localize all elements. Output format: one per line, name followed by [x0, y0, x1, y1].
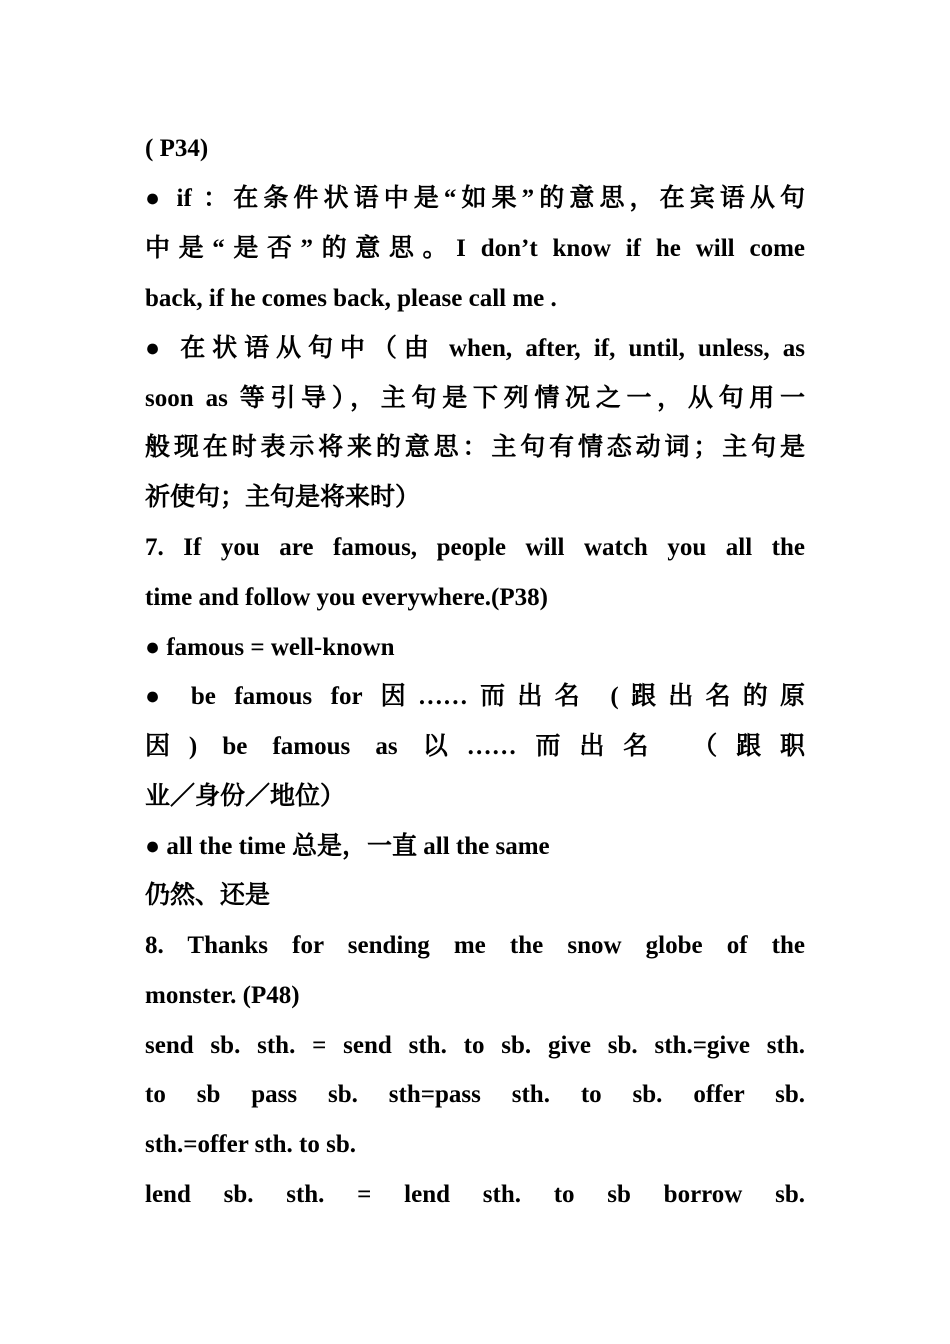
- text-line: 祈使句；主句是将来时）: [145, 484, 421, 511]
- text-line: ● 在状语从句中（由 when, after, if, until, unless, as: [145, 335, 805, 362]
- text-line: sth.=offer sth. to sb.: [145, 1131, 357, 1158]
- text-line: ( P34): [145, 135, 209, 162]
- text-line: monster. (P48): [145, 982, 300, 1009]
- text-line: ● be famous for 因……而出名 (跟出名的原: [145, 683, 805, 710]
- text-line: 7. If you are famous, people will watch you all the: [145, 534, 805, 561]
- text-line: ● if ：在条件状语中是“如果”的意思，在宾语从句: [145, 185, 805, 212]
- text-line: 8. Thanks for sending me the snow globe of the: [145, 932, 805, 959]
- text-line: soon as 等引导），主句是下列情况之一，从句用一: [145, 385, 805, 412]
- text-line: ● all the time 总是，一直 all the same: [145, 833, 550, 860]
- text-line: send sb. sth. = send sth. to sb. give sb. sth.=give sth.: [145, 1032, 805, 1059]
- text-line: 中是“是否”的意思。I don’t know if he will come: [145, 235, 805, 262]
- text-line: 因) be famous as 以……而出名 （跟职: [145, 733, 805, 760]
- text-line: lend sb. sth. = lend sth. to sb borrow sb.: [145, 1181, 805, 1208]
- text-line: back, if he comes back, please call me .: [145, 285, 557, 312]
- text-line: ● famous = well-known: [145, 634, 395, 661]
- text-line: 般现在时表示将来的意思：主句有情态动词；主句是: [145, 434, 805, 461]
- text-line: to sb pass sb. sth=pass sth. to sb. offer sb.: [145, 1081, 805, 1108]
- text-line: time and follow you everywhere.(P38): [145, 584, 548, 611]
- text-line: 业／身份／地位）: [145, 783, 346, 810]
- text-line: 仍然、还是: [145, 882, 271, 909]
